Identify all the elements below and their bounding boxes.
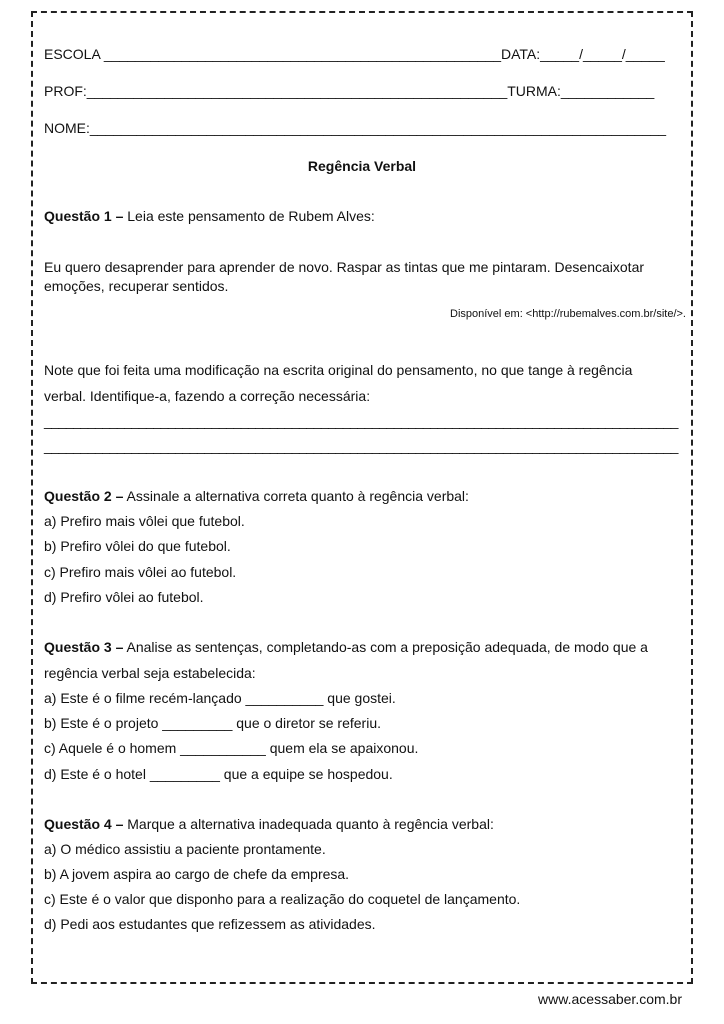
question-2-option-a: a) Prefiro mais vôlei que futebol. [44, 513, 245, 529]
question-2-text: Assinale a alternativa correta quanto à regência verbal: [126, 488, 469, 504]
question-1-note-line-1: Note que foi feita uma modificação na escrita original do pensamento, no que tange à regência [44, 362, 633, 378]
question-3-text: Analise as sentenças, completando-as com a preposição adequada, de modo que a [126, 639, 648, 655]
question-4-option-a: a) O médico assistiu a paciente prontamente. [44, 841, 326, 857]
quote-source: Disponível em: <http://rubemalves.com.br/site/>. [450, 308, 686, 320]
question-2-heading [44, 487, 469, 505]
question-4-text: Marque a alternativa inadequada quanto à regência verbal: [127, 816, 494, 832]
question-3-heading [44, 638, 648, 656]
quote-line-1: Eu quero desaprender para aprender de novo. Raspar as tintas que me pintaram. Desencaixotar [44, 259, 645, 275]
question-4-option-b: b) A jovem aspira ao cargo de chefe da empresa. [44, 866, 350, 882]
page-title: Regência Verbal [307, 158, 417, 174]
footer-website: www.acessaber.com.br [538, 991, 682, 1007]
question-4-option-c: c) Este é o valor que disponho para a realização do coquetel de lançamento. [44, 891, 521, 907]
question-1-label: Questão 1 – [44, 208, 124, 224]
question-4-label: Questão 4 – [44, 816, 124, 832]
question-1-note-line-2: verbal. Identifique-a, fazendo a correção necessária: [44, 388, 371, 404]
question-2-option-d: d) Prefiro vôlei ao futebol. [44, 589, 204, 605]
question-3-option-c: c) Aquele é o homem ___________ quem ela se apaixonou. [44, 740, 419, 756]
question-4-option-d: d) Pedi aos estudantes que refizessem as atividades. [44, 916, 376, 932]
question-2-option-b: b) Prefiro vôlei do que futebol. [44, 538, 231, 554]
question-1-heading [44, 207, 375, 225]
question-3-option-b: b) Este é o projeto _________ que o diretor se referiu. [44, 715, 381, 731]
question-3-text-2: regência verbal seja estabelecida: [44, 665, 256, 681]
name-field[interactable]: NOME:__________________________________________________________________________ [44, 120, 667, 136]
question-1-text: Leia este pensamento de Rubem Alves: [127, 208, 375, 224]
question-2-label: Questão 2 – [44, 488, 124, 504]
quote-line-2: emoções, recuperar sentidos. [44, 278, 229, 294]
question-3-option-d: d) Este é o hotel _________ que a equipe se hospedou. [44, 766, 393, 782]
question-2-option-c: c) Prefiro mais vôlei ao futebol. [44, 564, 237, 580]
answer-line-1[interactable]: _______________________________________________________________________________________ [44, 413, 678, 429]
answer-line-2[interactable]: _______________________________________________________________________________________ [44, 438, 678, 454]
teacher-field[interactable]: PROF:______________________________________________________TURMA:____________ [44, 83, 655, 99]
question-4-heading [44, 815, 494, 833]
school-field[interactable]: ESCOLA ___________________________________________________DATA:_____/_____/_____ [44, 46, 665, 62]
question-3-option-a: a) Este é o filme recém-lançado __________ que gostei. [44, 690, 396, 706]
question-3-label: Questão 3 – [44, 639, 124, 655]
